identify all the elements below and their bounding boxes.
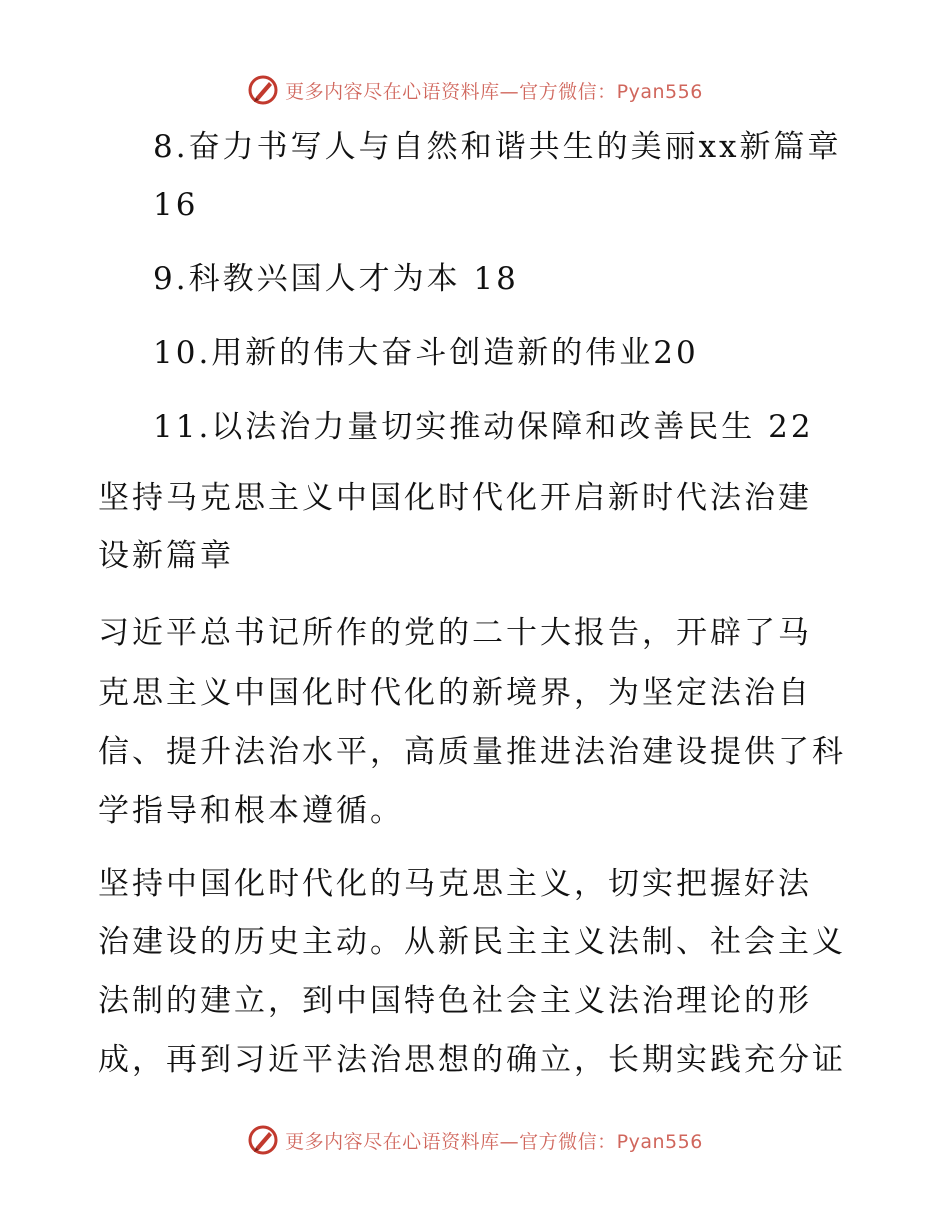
paragraph-2-line-2: 治建设的历史主动。从新民主主义法制、社会主义 <box>98 924 846 960</box>
watermark-text: 更多内容尽在心语资料库—官方微信：Pyan556 <box>285 1130 703 1153</box>
paragraph-1-line-1: 习近平总书记所作的党的二十大报告，开辟了马 <box>98 615 812 651</box>
pen-logo-icon <box>247 74 279 106</box>
header-watermark-banner <box>0 70 950 110</box>
article-title-line-2: 设新篇章 <box>98 538 234 574</box>
toc-item-11: 11.以法治力量切实推动保障和改善民生 22 <box>153 409 814 445</box>
toc-item-10: 10.用新的伟大奋斗创造新的伟业20 <box>153 335 699 371</box>
toc-item-8-page: 16 <box>153 187 199 223</box>
pen-logo-icon <box>247 1124 279 1156</box>
footer-watermark-banner <box>0 1120 950 1160</box>
article-title-line-1: 坚持马克思主义中国化时代化开启新时代法治建 <box>98 480 812 516</box>
paragraph-2-line-4: 成，再到习近平法治思想的确立，长期实践充分证 <box>98 1042 846 1078</box>
paragraph-1-line-4: 学指导和根本遵循。 <box>98 793 404 829</box>
paragraph-1-line-3: 信、提升法治水平，高质量推进法治建设提供了科 <box>98 734 846 770</box>
paragraph-1-line-2: 克思主义中国化时代化的新境界，为坚定法治自 <box>98 675 812 711</box>
toc-item-8: 8.奋力书写人与自然和谐共生的美丽xx新篇章 <box>153 129 842 165</box>
toc-item-9: 9.科教兴国人才为本 18 <box>153 261 519 297</box>
paragraph-2-line-1: 坚持中国化时代化的马克思主义，切实把握好法 <box>98 866 812 902</box>
paragraph-2-line-3: 法制的建立，到中国特色社会主义法治理论的形 <box>98 983 812 1019</box>
watermark-text: 更多内容尽在心语资料库—官方微信：Pyan556 <box>285 80 703 103</box>
